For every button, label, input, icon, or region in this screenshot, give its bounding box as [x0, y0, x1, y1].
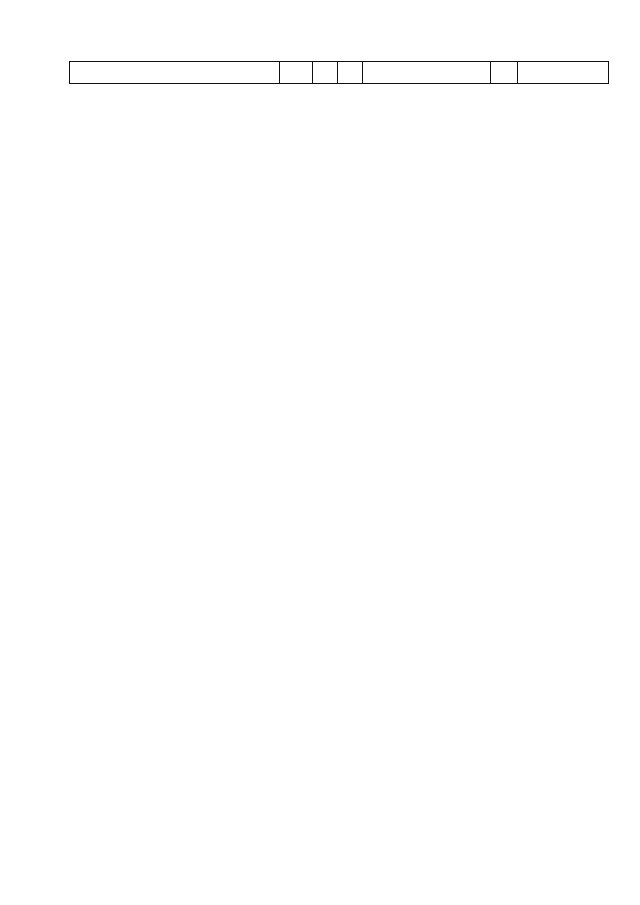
column-header: [338, 62, 363, 83]
column-header: [313, 62, 338, 83]
column-header: [491, 62, 518, 83]
column-header: [363, 62, 492, 83]
column-header: [518, 62, 608, 83]
column-header: [70, 62, 280, 83]
column-header: [280, 62, 313, 83]
table-header-row: [69, 61, 609, 84]
